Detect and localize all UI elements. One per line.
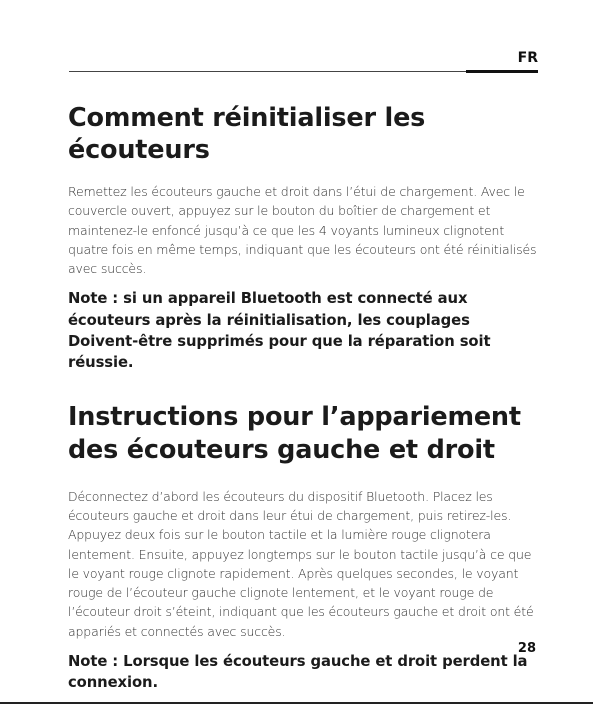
reset-heading: Comment réinitialiser les écouteurs (68, 103, 426, 165)
header-rule-accent (466, 70, 538, 73)
page-number: 28 (517, 641, 536, 656)
language-label: FR (517, 50, 538, 66)
reset-note: Note : si un appareil Bluetooth est connecté aux écouteurs après la réinitialisation, les couplages Doivent-être supprimés pour que la réparation soit réussie. (68, 290, 491, 372)
pairing-paragraph: Déconnectez d’abord les écouteurs du dispositif Bluetooth. Placez les écouteurs gauche et droit dans leur étui de chargement, puis retirez-les. Appuyez deux fois sur le bouton tactile et la lumière rouge clignotera lentement. Ensuite, appuyez longtemps sur le bouton tactile jusqu’à ce que le voyant rouge clignote rapidement. Après quelques secondes, le voyant rouge de l’écouteur gauche clignote lentement, et le voyant rouge de l’écouteur droit s’éteint, indiquant que les écouteurs gauche et droit ont été appariés et connectés avec succès. (68, 488, 534, 639)
page-content (68, 102, 540, 694)
reset-paragraph: Remettez les écouteurs gauche et droit dans l’étui de chargement. Avec le couvercle ouvert, appuyez sur le bouton du boîtier de chargement et maintenez-le enfoncé jusqu’à ce que les 4 voyants lumineux clignotent quatre fois en même temps, indiquant que les écouteurs ont été réinitialisés avec succès. (68, 184, 537, 277)
pairing-note: Note : Lorsque les écouteurs gauche et droit perdent la connexion. (68, 653, 528, 692)
pairing-heading: Instructions pour l’appariement des écouteurs gauche et droit (68, 401, 521, 465)
page-bottom-edge (0, 702, 593, 704)
